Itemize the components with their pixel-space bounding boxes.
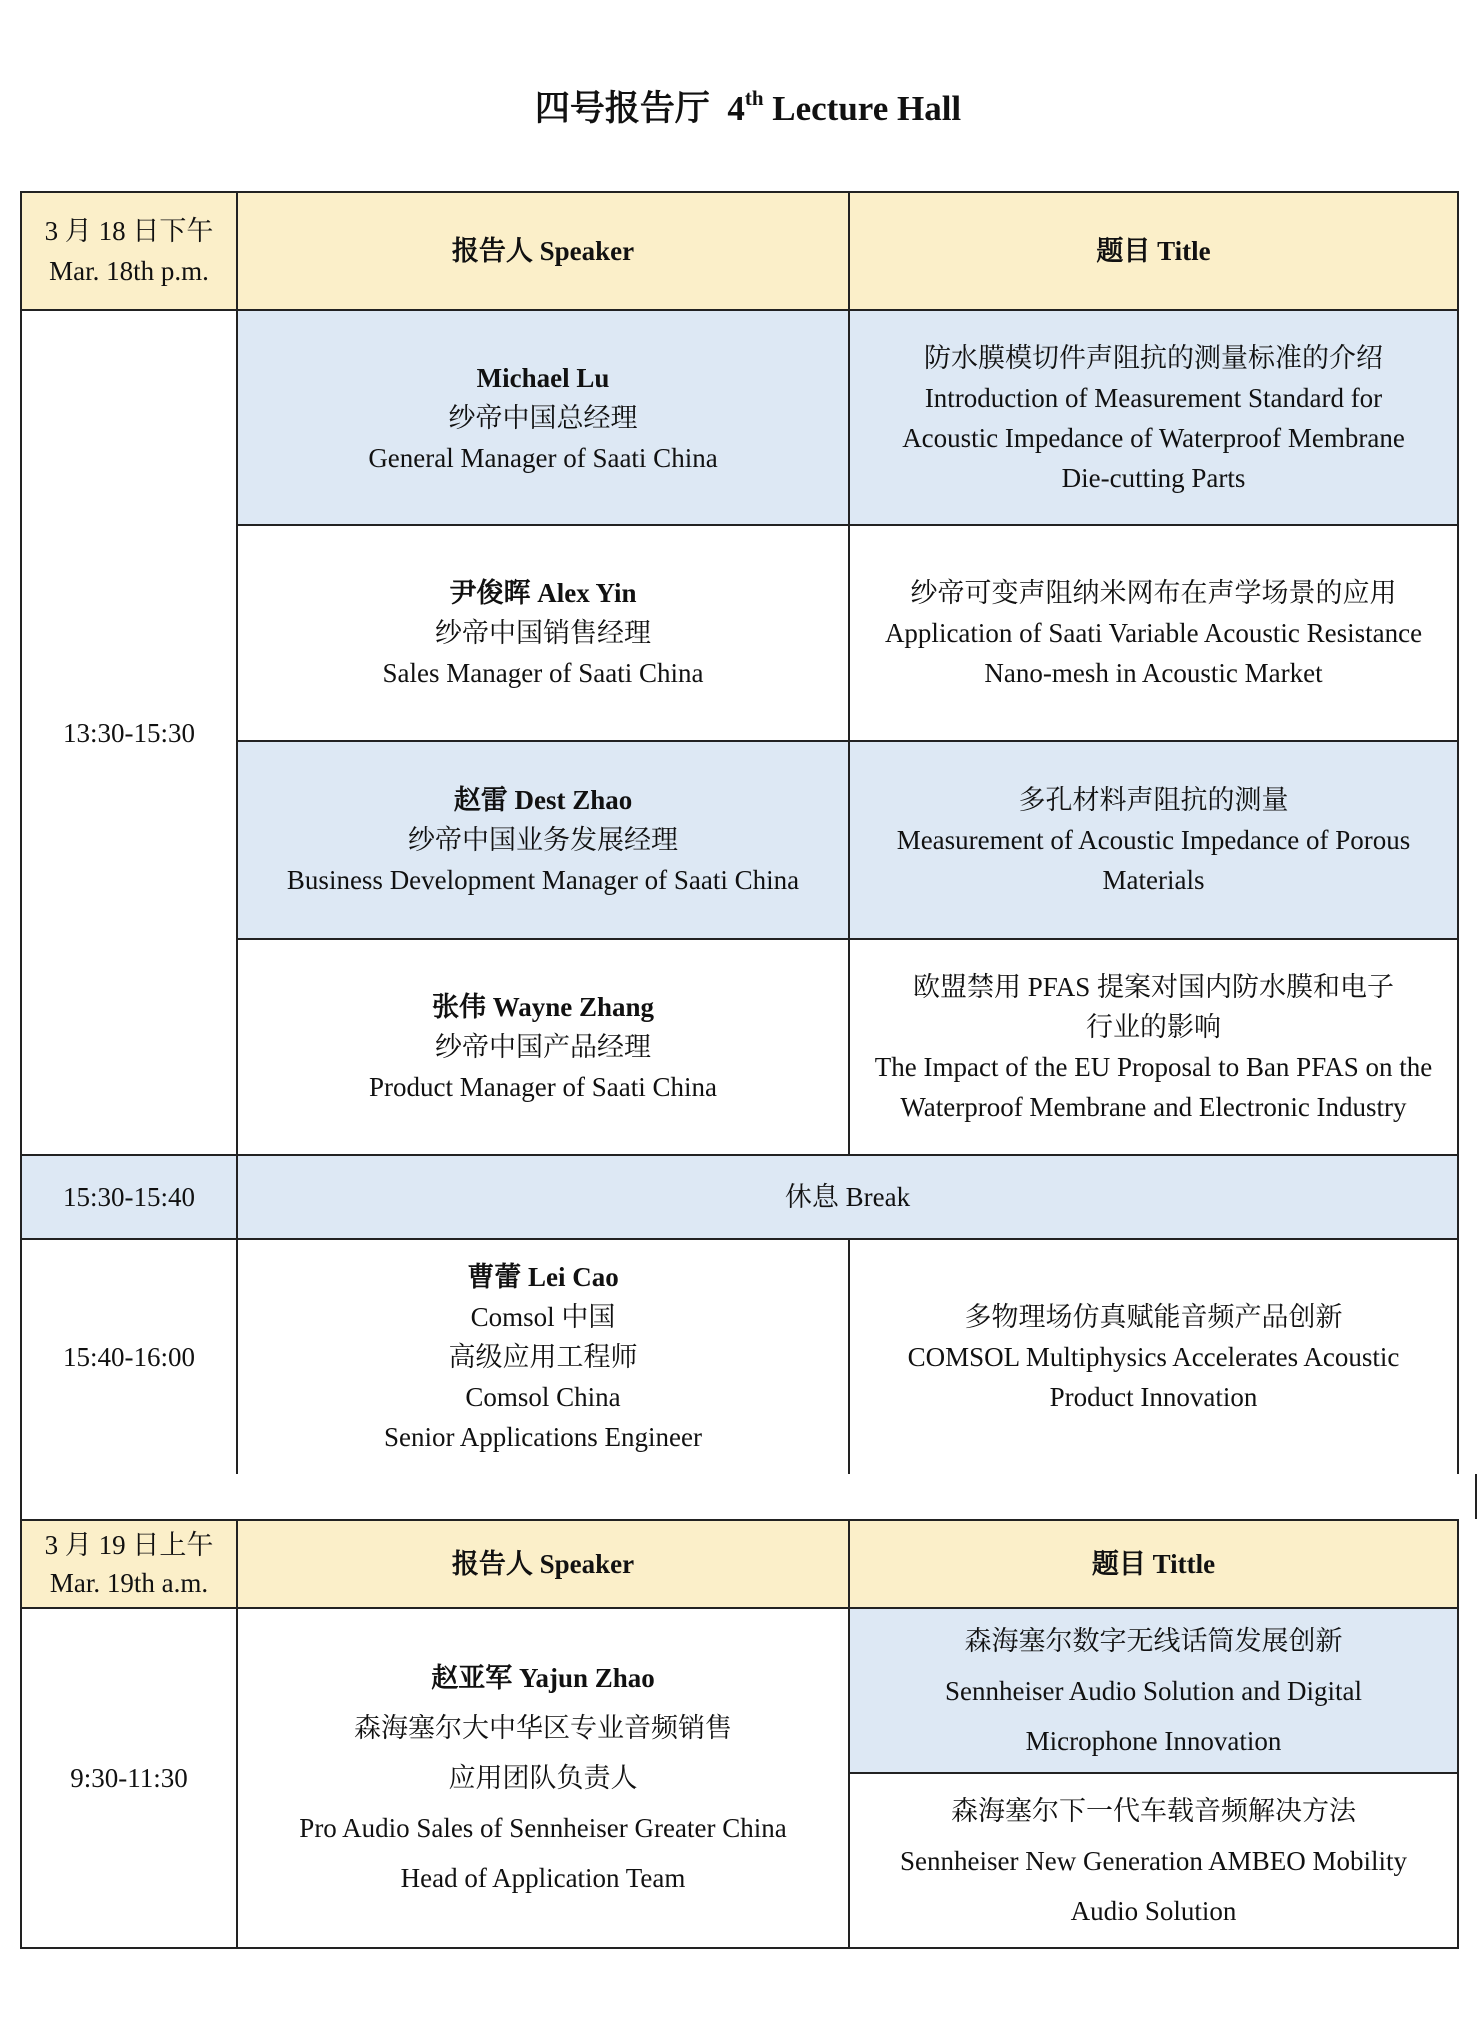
talk-title-en: Acoustic Impedance of Waterproof Membrane <box>902 422 1405 453</box>
talk-title-en: Audio Solution <box>1070 1895 1237 1926</box>
session-date-en: Mar. 19th a.m. <box>49 1568 209 1598</box>
speaker-role-zh: 森海塞尔大中华区专业音频销售 <box>354 1713 732 1743</box>
speaker-role-en: Sales Manager of Saati China <box>382 658 704 688</box>
talk-title-cell <box>849 525 1458 741</box>
talk-title-en: Measurement of Acoustic Impedance of Porous <box>896 825 1411 855</box>
table-row <box>21 741 1458 939</box>
talk-title-en: Materials <box>1102 865 1205 895</box>
speaker-role-zh: 纱帝中国产品经理 <box>435 1032 651 1062</box>
speaker-role-zh: 高级应用工程师 <box>448 1342 638 1372</box>
table-row <box>21 939 1458 1155</box>
title-ordinal: th <box>744 86 764 110</box>
time-cell: 15:40-16:00 <box>21 1239 237 1475</box>
speaker-role-zh: 纱帝中国业务发展经理 <box>408 825 678 855</box>
speaker-role-zh: 纱帝中国总经理 <box>448 402 638 433</box>
session-date-cell <box>21 192 237 310</box>
speaker-cell <box>237 525 849 741</box>
break-label: 休息 Break <box>237 1155 1458 1239</box>
talk-title-en: Die-cutting Parts <box>1061 462 1246 493</box>
talk-title-en: Sennheiser New Generation AMBEO Mobility <box>900 1845 1407 1876</box>
speaker-cell <box>237 310 849 525</box>
speaker-name: 曹蕾 Lei Cao <box>467 1262 619 1292</box>
talk-title-en: COMSOL Multiphysics Accelerates Acoustic <box>907 1342 1400 1372</box>
talk-title-zh: 森海塞尔下一代车载音频解决方法 <box>951 1795 1356 1826</box>
break-time: 15:30-15:40 <box>21 1155 237 1239</box>
talk-title-cell <box>849 1773 1458 1948</box>
speaker-role-zh: 纱帝中国销售经理 <box>435 618 651 648</box>
speaker-name: 赵雷 Dest Zhao <box>453 785 633 815</box>
session-date-cell <box>21 1520 237 1608</box>
speaker-name: 赵亚军 Yajun Zhao <box>431 1663 655 1693</box>
session-date-en: Mar. 18th p.m. <box>49 256 209 286</box>
talk-title-zh: 多物理场仿真赋能音频产品创新 <box>964 1302 1343 1332</box>
speaker-cell <box>237 741 849 939</box>
table-spacer <box>20 1474 1477 1519</box>
speaker-role-en: Product Manager of Saati China <box>369 1072 717 1102</box>
talk-title-zh: 欧盟禁用 PFAS 提案对国内防水膜和电子 <box>912 972 1395 1002</box>
talk-title-cell <box>849 741 1458 939</box>
table-row <box>21 1608 1458 1773</box>
speaker-cell <box>237 1239 849 1475</box>
speaker-org-en: Comsol China <box>465 1382 621 1412</box>
talk-title-cell <box>849 1239 1458 1475</box>
talk-title-zh: 防水膜模切件声阻抗的测量标准的介绍 <box>924 342 1383 373</box>
table-header-row <box>21 192 1458 310</box>
schedule-table-day2 <box>20 1519 1459 1949</box>
speaker-role-en: Business Development Manager of Saati China <box>286 865 800 895</box>
speaker-role-en: General Manager of Saati China <box>368 442 718 473</box>
talk-title-en: Introduction of Measurement Standard for <box>924 382 1383 413</box>
session-date-zh: 3 月 18 日下午 <box>44 216 214 246</box>
schedule-table-day1 <box>20 191 1459 1476</box>
speaker-header: 报告人 Speaker <box>237 1520 849 1608</box>
table-header-row <box>21 1520 1458 1608</box>
time-cell: 13:30-15:30 <box>21 310 237 1155</box>
speaker-org-zh: Comsol 中国 <box>470 1302 616 1332</box>
talk-title-en: Nano-mesh in Acoustic Market <box>984 658 1323 688</box>
table-row <box>21 310 1458 525</box>
speaker-role-en: Pro Audio Sales of Sennheiser Greater China <box>299 1813 787 1843</box>
table-row <box>21 525 1458 741</box>
talk-title-zh: 森海塞尔数字无线话筒发展创新 <box>964 1625 1343 1656</box>
talk-title-en: Microphone Innovation <box>1025 1725 1282 1756</box>
title-en: Lecture Hall <box>772 89 962 128</box>
speaker-cell <box>237 1608 849 1948</box>
speaker-role-en: Senior Applications Engineer <box>384 1422 702 1452</box>
speaker-cell <box>237 939 849 1155</box>
talk-title-cell <box>849 1608 1458 1773</box>
table-row <box>21 1239 1458 1475</box>
title-header: 题目 Tittle <box>849 1520 1458 1608</box>
talk-title-cell <box>849 310 1458 525</box>
talk-title-en: Application of Saati Variable Acoustic Resistance <box>884 618 1423 648</box>
title-zh: 四号报告厅 <box>534 89 710 128</box>
time-cell: 9:30-11:30 <box>21 1608 237 1948</box>
talk-title-zh: 行业的影响 <box>1086 1012 1221 1042</box>
talk-title-en: Sennheiser Audio Solution and Digital <box>945 1675 1362 1706</box>
speaker-role-en: Head of Application Team <box>400 1863 686 1893</box>
talk-title-zh: 多孔材料声阻抗的测量 <box>1018 785 1289 815</box>
talk-title-en: The Impact of the EU Proposal to Ban PFAS on the <box>874 1052 1433 1082</box>
talk-title-cell <box>849 939 1458 1155</box>
speaker-name: Michael Lu <box>476 362 610 393</box>
talk-title-en: Product Innovation <box>1049 1382 1258 1412</box>
speaker-name: 尹俊晖 Alex Yin <box>449 578 637 608</box>
speaker-role-zh: 应用团队负责人 <box>448 1763 638 1793</box>
page-title <box>0 86 1480 132</box>
speaker-name: 张伟 Wayne Zhang <box>431 992 655 1022</box>
talk-title-zh: 纱帝可变声阻纳米网布在声学场景的应用 <box>910 578 1397 608</box>
talk-title-en: Waterproof Membrane and Electronic Industry <box>900 1092 1407 1122</box>
title-header: 题目 Title <box>849 192 1458 310</box>
break-row <box>21 1155 1458 1239</box>
title-number: 4 <box>727 89 745 128</box>
speaker-header: 报告人 Speaker <box>237 192 849 310</box>
session-date-zh: 3 月 19 日上午 <box>44 1530 214 1560</box>
